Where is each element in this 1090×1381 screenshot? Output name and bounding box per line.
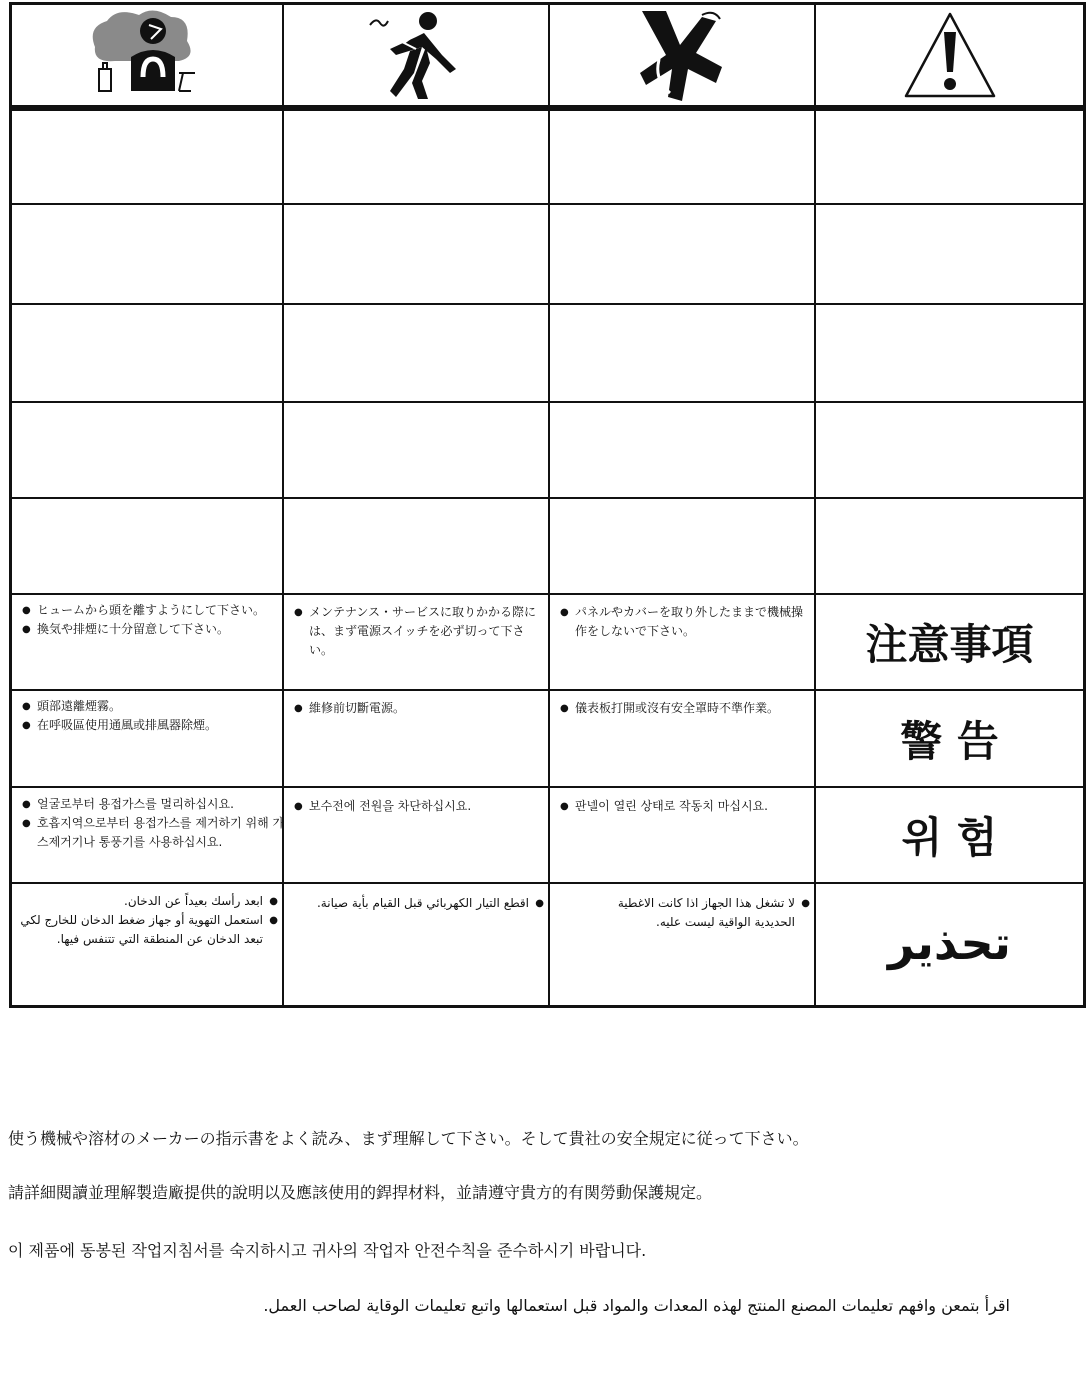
warning-heading-ko: 위 험	[901, 813, 998, 862]
header-divider	[12, 105, 1083, 111]
moving-parts-warning-zh: ● 儀表板打開或沒有安全罩時不準作業。	[560, 699, 810, 783]
row-divider	[12, 497, 1083, 499]
row-divider	[12, 401, 1083, 403]
column-divider	[548, 5, 550, 1005]
shock-warning-ja: ● メンテナンス・サービスに取りかかる際には、まず電源スイッチを必ず切って下さい。	[294, 603, 544, 687]
fumes-gas-icon	[12, 5, 282, 105]
fumes-warning-ko: ● 얼굴로부터 용접가스를 멀리하십시요. ● 호흡지역으로부터 용접가스를 제거하기 위해 가스제거기나 통풍기를 사용하십시요.	[22, 795, 286, 881]
moving-parts-warning-ko: ● 판넬이 열린 상태로 작동치 마십시요.	[560, 797, 810, 881]
fumes-warning-zh: ● 頭部遠離煙霧。 ● 在呼吸區使用通風或排風器除煙。	[22, 697, 278, 783]
instruction-note-ja: 使う機械や溶材のメーカーの指示書をよく読み、まず理解して下さい。そして貴社の安全規定に従って下さい。	[8, 1129, 809, 1148]
warning-heading-ar: تحذير	[888, 916, 1011, 970]
warning-heading-ja: 注意事項	[865, 620, 1034, 669]
moving-parts-hand-icon	[550, 5, 814, 105]
warning-triangle-icon	[816, 5, 1083, 105]
instruction-note-ar: اقرأ بتمعن وافهم تعليمات المصنع المنتج لهذه المعدات والمواد قبل استعمالها واتبع تعليمات الوقاية لصاحب العمل.	[263, 1296, 1010, 1315]
shock-warning-zh: ● 維修前切斷電源。	[294, 699, 544, 783]
electric-shock-icon	[284, 5, 548, 105]
instruction-note-zh: 請詳細閱讀並理解製造廠提供的說明以及應該使用的銲捍材料，並請遵守貴方的有関勞動保護規定。	[8, 1183, 713, 1202]
fumes-warning-ja: ● ヒュームから頭を離すようにして下さい。 ● 換気や排煙に十分留意して下さい。	[22, 601, 278, 687]
moving-parts-warning-ar: ● لا تشغل هذا الجهاز اذا كانت الاغطية الحديدية الواقية ليست عليه.	[582, 894, 810, 1002]
safety-warning-table	[9, 2, 1086, 1008]
fumes-warning-ar: ● ابعد رأسك بعيداً عن الدخان. ● استعمل التهوية أو جهاز ضغط الدخان للخارج لكي تبعد الدخان عن المنطقة التي تتنفس فيها.	[20, 892, 278, 1002]
row-divider	[12, 303, 1083, 305]
moving-parts-warning-ja: ● パネルやカバーを取り外したままで機械操作をしないで下さい。	[560, 603, 810, 687]
row-divider	[12, 203, 1083, 205]
shock-warning-ar: ● اقطع التيار الكهربائي قبل القيام بأية صيانة.	[290, 894, 544, 1002]
shock-warning-ko: ● 보수전에 전원을 차단하십시요.	[294, 797, 544, 881]
instruction-note-ko: 이 제품에 동봉된 작업지침서를 숙지하시고 귀사의 작업자 안전수칙을 준수하시기 바랍니다.	[8, 1241, 647, 1260]
warning-heading-zh: 警 告	[900, 716, 999, 766]
